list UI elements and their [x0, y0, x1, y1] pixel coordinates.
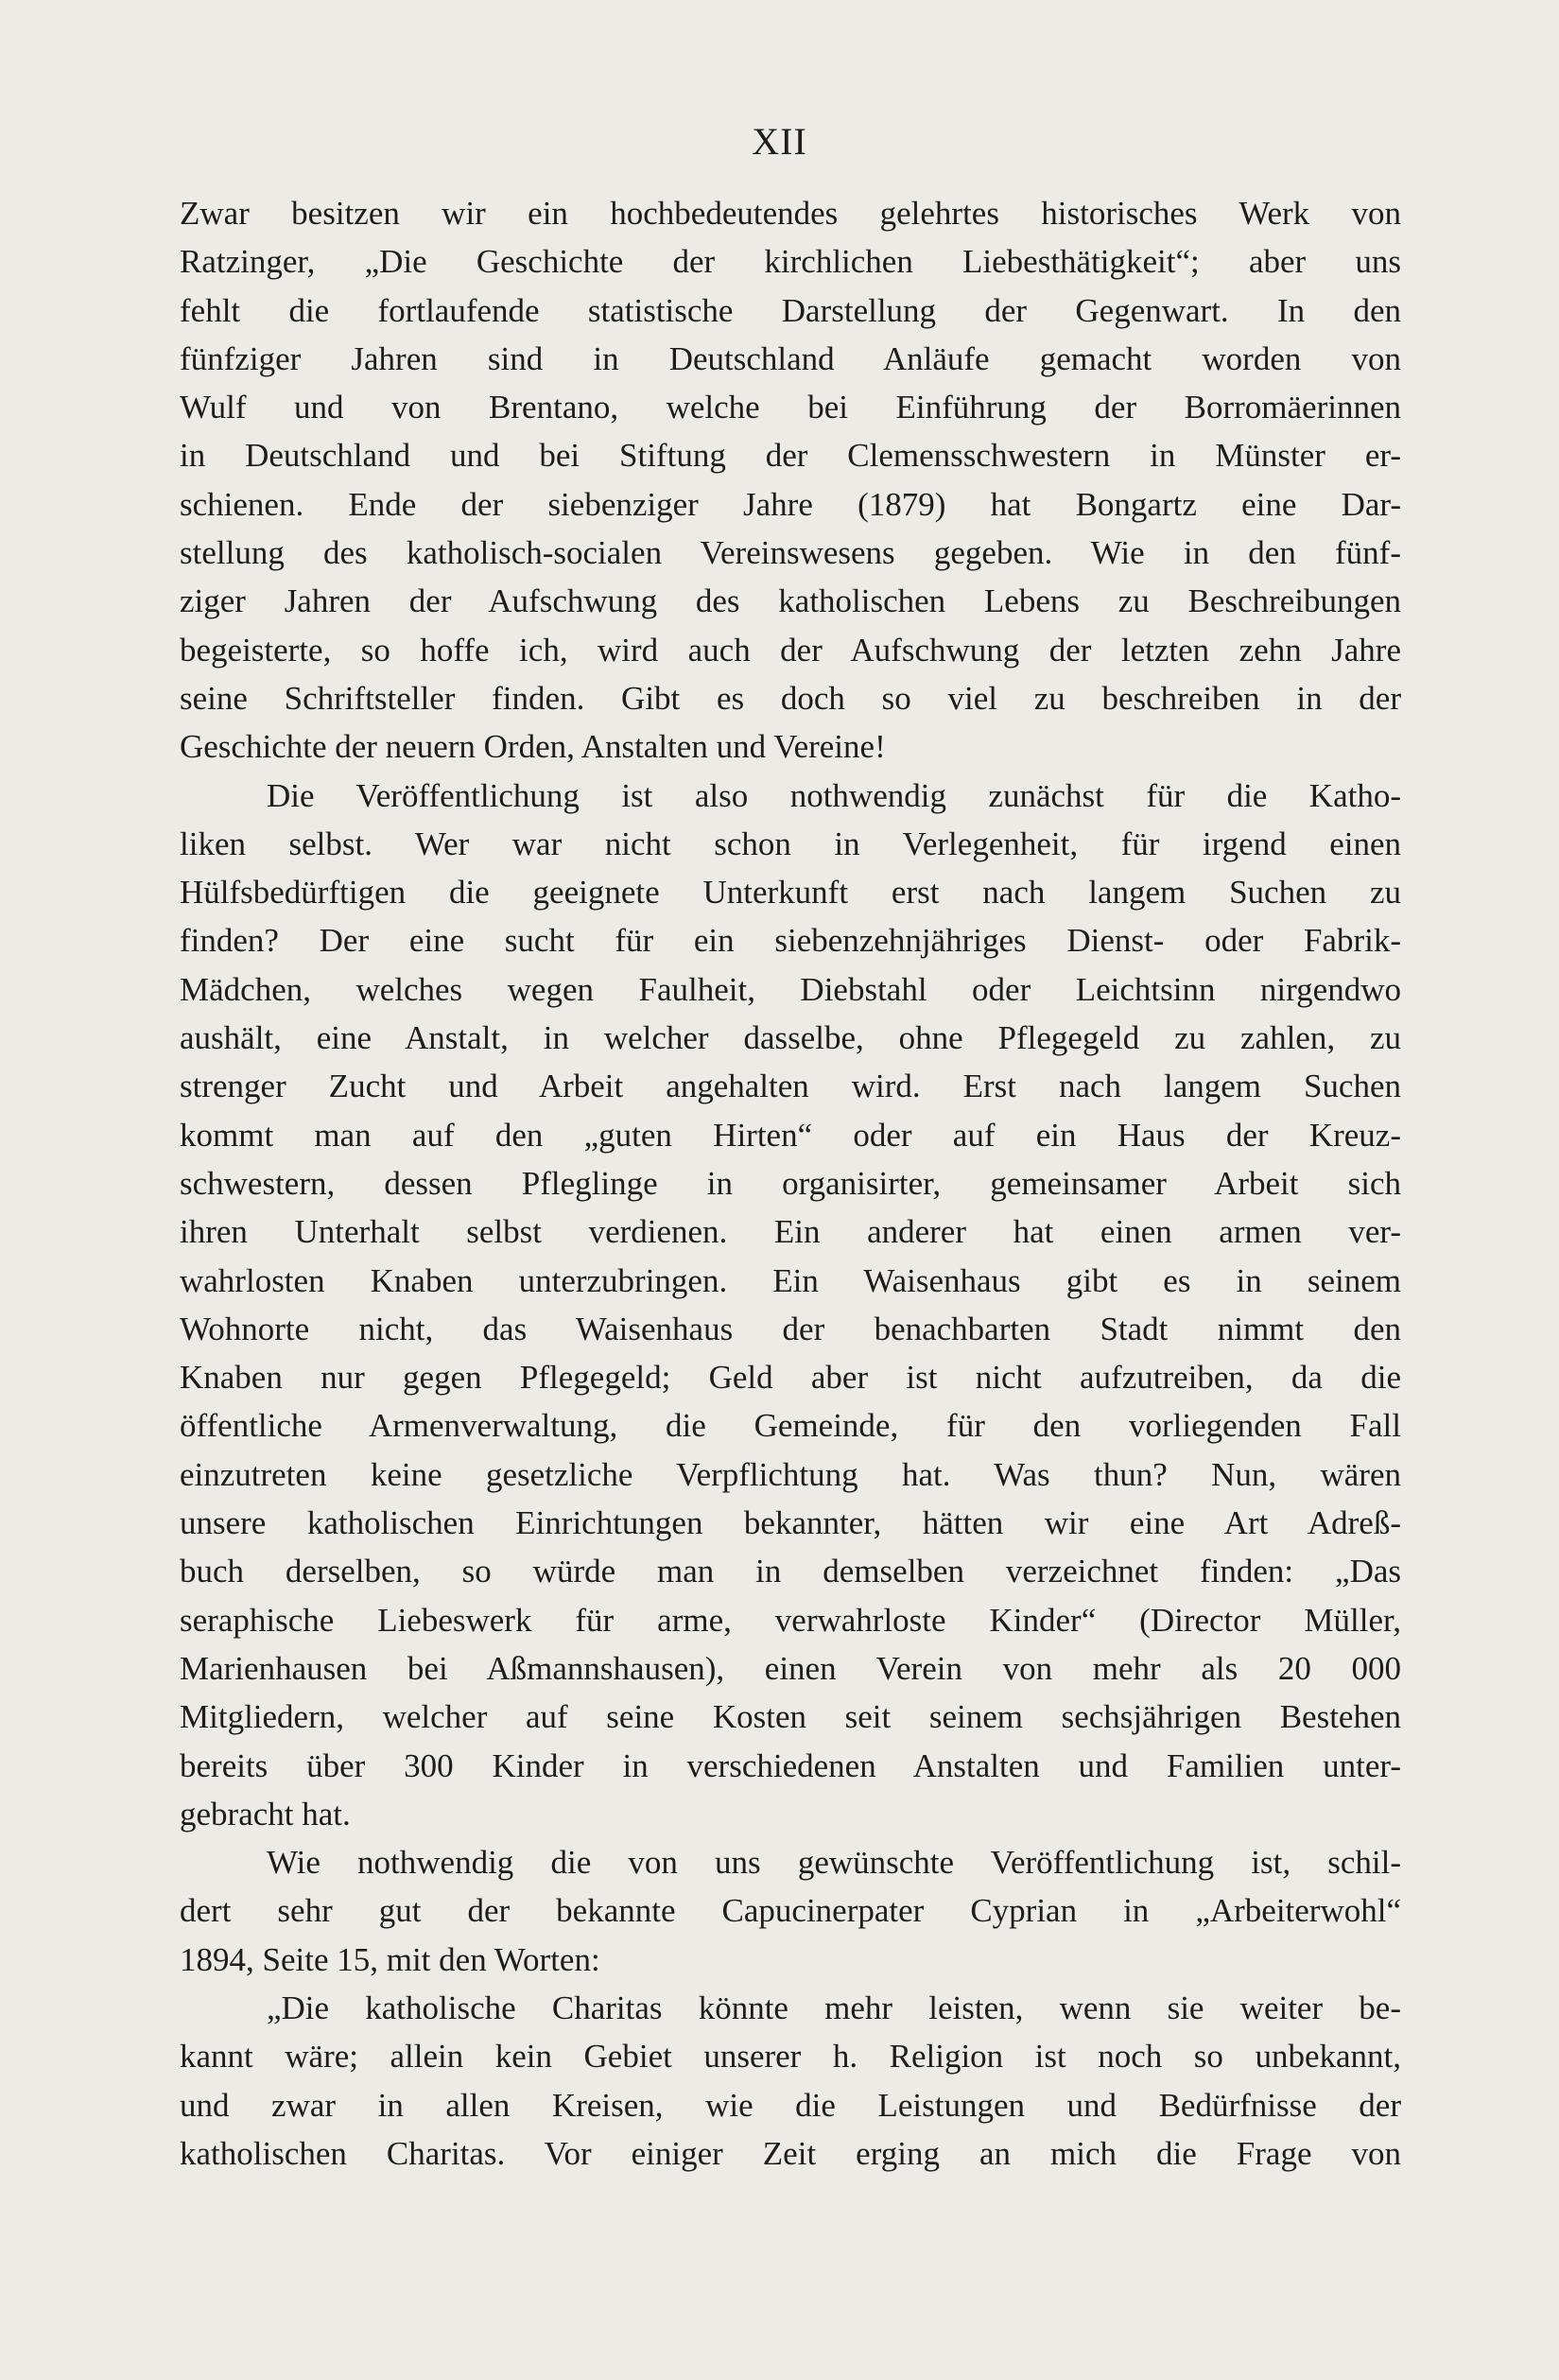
text-line: in Deutschland und bei Stiftung der Clemensschwestern in Münster er-: [180, 437, 1401, 475]
text-line: schwestern, dessen Pfleglinge in organisirter, gemeinsamer Arbeit sich: [180, 1164, 1401, 1202]
text-line: Zwar besitzen wir ein hochbedeutendes gelehrtes historisches Werk von: [180, 195, 1401, 232]
text-line: Mädchen, welches wegen Faulheit, Diebstahl oder Leichtsinn nirgendwo: [180, 970, 1401, 1008]
text-line: Mitgliedern, welcher auf seine Kosten seit seinem sechsjährigen Bestehen: [180, 1698, 1401, 1736]
text-line: seine Schriftsteller finden. Gibt es doch so viel zu beschreiben in der: [180, 679, 1401, 717]
text-line: stellung des katholisch-socialen Vereinswesens gegeben. Wie in den fünf-: [180, 534, 1401, 572]
text-line: einzutreten keine gesetzliche Verpflichtung hat. Was thun? Nun, wären: [180, 1455, 1401, 1493]
text-line: wahrlosten Knaben unterzubringen. Ein Waisenhaus gibt es in seinem: [180, 1261, 1401, 1299]
text-line: gebracht hat.: [180, 1795, 351, 1833]
text-line: bereits über 300 Kinder in verschiedenen Anstalten und Familien unter-: [180, 1746, 1401, 1784]
text-line: seraphische Liebeswerk für arme, verwahrloste Kinder“ (Director Müller,: [180, 1601, 1401, 1639]
text-line: „Die katholische Charitas könnte mehr leisten, wenn sie weiter be-: [267, 1989, 1401, 2026]
text-line: Knaben nur gegen Pflegegeld; Geld aber ist nicht aufzutreiben, da die: [180, 1359, 1401, 1397]
text-line: buch derselben, so würde man in demselben verzeichnet finden: „Das: [180, 1553, 1401, 1590]
text-line: dert sehr gut der bekannte Capucinerpater Cyprian in „Arbeiterwohl“: [180, 1892, 1401, 1930]
text-line: öffentliche Armenverwaltung, die Gemeinde, für den vorliegenden Fall: [180, 1407, 1401, 1445]
text-line: Geschichte der neuern Orden, Anstalten und Vereine!: [180, 728, 886, 766]
text-line: Hülfsbedürftigen die geeignete Unterkunft erst nach langem Suchen zu: [180, 874, 1401, 912]
text-line: strenger Zucht und Arbeit angehalten wird. Erst nach langem Suchen: [180, 1068, 1401, 1105]
page-number: XII: [752, 120, 807, 163]
text-line: unsere katholischen Einrichtungen bekannter, hätten wir eine Art Adreß-: [180, 1504, 1401, 1542]
text-line: Wohnorte nicht, das Waisenhaus der benachbarten Stadt nimmt den: [180, 1310, 1401, 1347]
text-line: kannt wäre; allein kein Gebiet unserer h. Religion ist noch so unbekannt,: [180, 2038, 1401, 2076]
text-line: Die Veröffentlichung ist also nothwendig zunächst für die Katho-: [267, 776, 1401, 814]
text-line: Ratzinger, „Die Geschichte der kirchlichen Liebesthätigkeit“; aber uns: [180, 243, 1401, 281]
text-line: fehlt die fortlaufende statistische Darstellung der Gegenwart. In den: [180, 291, 1401, 329]
text-line: katholischen Charitas. Vor einiger Zeit erging an mich die Frage von: [180, 2134, 1401, 2172]
body-text: [180, 189, 1401, 2178]
text-line: ihren Unterhalt selbst verdienen. Ein anderer hat einen armen ver-: [180, 1213, 1401, 1251]
text-line: Wulf und von Brentano, welche bei Einführung der Borromäerinnen: [180, 389, 1401, 426]
text-line: fünfziger Jahren sind in Deutschland Anläufe gemacht worden von: [180, 339, 1401, 377]
text-line: 1894, Seite 15, mit den Worten:: [180, 1940, 600, 1978]
text-line: finden? Der eine sucht für ein siebenzehnjähriges Dienst- oder Fabrik-: [180, 922, 1401, 960]
text-line: schienen. Ende der siebenziger Jahre (1879) hat Bongartz eine Dar-: [180, 485, 1401, 523]
text-line: ziger Jahren der Aufschwung des katholischen Lebens zu Beschreibungen: [180, 582, 1401, 620]
text-line: Marienhausen bei Aßmannshausen), einen Verein von mehr als 20 000: [180, 1649, 1401, 1687]
text-line: Wie nothwendig die von uns gewünschte Veröffentlichung ist, schil-: [267, 1844, 1401, 1882]
text-line: liken selbst. Wer war nicht schon in Verlegenheit, für irgend einen: [180, 825, 1401, 862]
text-line: begeisterte, so hoffe ich, wird auch der Aufschwung der letzten zehn Jahre: [180, 631, 1401, 669]
text-line: aushält, eine Anstalt, in welcher dasselbe, ohne Pflegegeld zu zahlen, zu: [180, 1019, 1401, 1057]
text-line: und zwar in allen Kreisen, wie die Leistungen und Bedürfnisse der: [180, 2086, 1401, 2124]
text-line: kommt man auf den „guten Hirten“ oder auf ein Haus der Kreuz-: [180, 1116, 1401, 1154]
